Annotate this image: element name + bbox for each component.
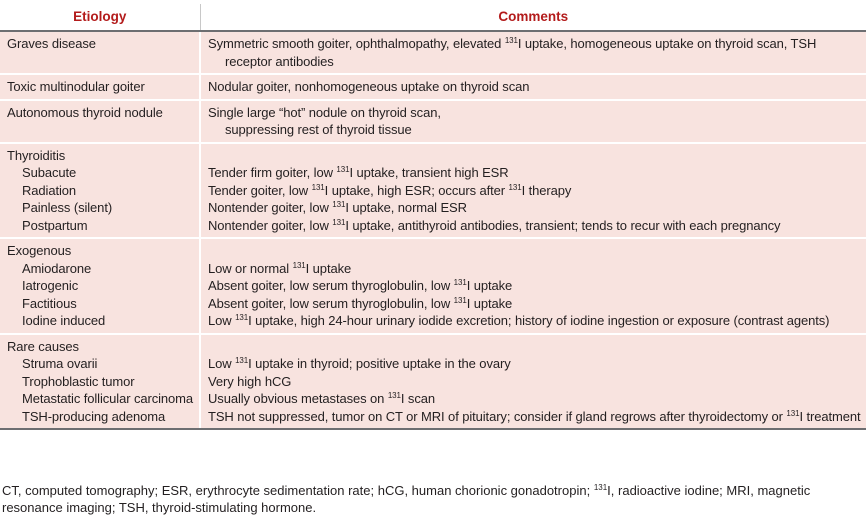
etiology-subitem: Amiodarone — [22, 260, 92, 276]
comment-text: Nontender goiter, low — [208, 200, 333, 215]
comment-text: Absent goiter, low serum thyroglobulin, low — [208, 295, 454, 311]
comment-text: Usually obvious metastases on — [208, 391, 388, 406]
isotope-superscript: 131 — [593, 483, 608, 492]
isotope-superscript: 131 — [235, 356, 249, 365]
comment-text: I uptake — [466, 295, 513, 311]
comment-text: I uptake — [466, 278, 513, 293]
etiology-subitem: Trophoblastic tumor — [22, 373, 135, 389]
footnote-text: I, radioactive iodine; MRI, magnetic resonance imaging; TSH, thyroid-stimulating hormone. — [2, 483, 811, 515]
comment-line: Single large “hot” nodule on thyroid scan, — [208, 104, 441, 120]
comments-cell — [200, 74, 866, 100]
isotope-superscript: 131 — [786, 408, 800, 418]
etiology-label: Graves disease — [7, 36, 96, 51]
comment-text: TSH not suppressed, tumor on CT or MRI of pituitary; consider if gland regrows after thyroidectomy or — [208, 408, 787, 424]
spacer — [208, 147, 860, 165]
comment-line — [208, 217, 860, 235]
comments-cell — [200, 238, 866, 334]
comment-line — [208, 312, 860, 330]
table-row — [0, 74, 866, 100]
group-heading: Thyroiditis — [7, 147, 66, 163]
etiology-cell — [0, 143, 200, 239]
etiology-label: Autonomous thyroid nodule — [7, 104, 163, 120]
isotope-superscript: 131 — [508, 182, 522, 192]
comments-cell — [200, 100, 866, 143]
table-row — [0, 100, 866, 143]
etiology-cell — [0, 31, 200, 74]
etiology-subitem: Factitious — [22, 295, 77, 311]
etiology-cell — [0, 238, 200, 334]
table-row — [0, 238, 866, 334]
etiology-cell — [0, 100, 200, 143]
comment-line — [208, 260, 860, 278]
comment-text: Nontender goiter, low — [208, 217, 333, 233]
comment-line — [208, 355, 860, 373]
comment-line: Nodular goiter, nonhomogeneous uptake on thyroid scan — [208, 79, 530, 94]
etiology-table — [0, 4, 866, 430]
spacer — [208, 242, 860, 260]
comment-text: Symmetric smooth goiter, ophthalmopathy, elevated — [208, 36, 505, 51]
comment-line — [208, 295, 860, 313]
table-row — [0, 334, 866, 430]
comment-text: I uptake, high ESR; occurs after — [324, 182, 509, 198]
isotope-superscript: 131 — [453, 278, 467, 287]
etiology-column-header: Etiology — [0, 4, 200, 31]
table-footnote — [2, 482, 864, 516]
comment-text: I treatment — [799, 408, 861, 424]
comment-line — [208, 408, 860, 426]
comment-text: I uptake — [305, 260, 352, 276]
etiology-subitem: Struma ovarii — [22, 356, 98, 371]
group-heading: Rare causes — [7, 338, 79, 354]
comment-text: Absent goiter, low serum thyroglobulin, low — [208, 278, 454, 293]
etiology-cell — [0, 74, 200, 100]
isotope-superscript: 131 — [292, 260, 306, 270]
comment-text: I uptake, normal ESR — [345, 200, 467, 215]
comment-text: Tender firm goiter, low — [208, 165, 337, 180]
etiology-subitem: Iodine induced — [22, 313, 106, 328]
etiology-subitem: Painless (silent) — [22, 200, 113, 215]
isotope-superscript: 131 — [504, 36, 518, 45]
etiology-subitem: Iatrogenic — [22, 278, 79, 293]
comment-line — [208, 164, 860, 182]
comments-cell — [200, 143, 866, 239]
etiology-cell — [0, 334, 200, 430]
etiology-subitem: Postpartum — [22, 217, 88, 233]
table-row — [0, 31, 866, 74]
comments-column-header: Comments — [200, 4, 866, 31]
comment-text: Low or normal — [208, 260, 293, 276]
comment-line: suppressing rest of thyroid tissue — [225, 122, 412, 137]
isotope-superscript: 131 — [332, 217, 346, 227]
comment-line — [208, 390, 860, 408]
comments-cell — [200, 334, 866, 430]
comment-text: Low — [208, 356, 236, 371]
comments-cell — [200, 31, 866, 74]
isotope-superscript: 131 — [336, 165, 350, 174]
etiology-subitem: Metastatic follicular carcinoma — [22, 391, 194, 406]
etiology-label: Toxic multinodular goiter — [7, 79, 145, 94]
isotope-superscript: 131 — [387, 391, 401, 400]
comment-text: Low — [208, 313, 236, 328]
comment-text: I scan — [400, 391, 435, 406]
comment-line: Very high hCG — [208, 373, 292, 389]
table-row — [0, 143, 866, 239]
comment-text: I uptake, high 24-hour urinary iodide excretion; history of iodine ingestion or exposure (contrast agents) — [248, 313, 830, 328]
etiology-subitem: Subacute — [22, 165, 77, 180]
isotope-superscript: 131 — [235, 313, 249, 322]
comment-line: receptor antibodies — [225, 53, 334, 69]
comment-line — [208, 35, 860, 53]
comment-line — [208, 182, 860, 200]
comment-text: I uptake, transient high ESR — [349, 165, 509, 180]
spacer — [208, 338, 860, 356]
etiology-subitem: TSH-producing adenoma — [22, 408, 166, 424]
table-header-row — [0, 4, 866, 31]
isotope-superscript: 131 — [453, 295, 467, 305]
group-heading: Exogenous — [7, 243, 72, 258]
comment-text: I uptake, antithyroid antibodies, transient; tends to recur with each pregnancy — [345, 217, 781, 233]
comment-line — [208, 277, 860, 295]
comment-text: I uptake, homogeneous uptake on thyroid scan, TSH — [517, 36, 817, 51]
isotope-superscript: 131 — [332, 200, 346, 209]
isotope-superscript: 131 — [311, 182, 325, 192]
footnote-text: CT, computed tomography; ESR, erythrocyte sedimentation rate; hCG, human chorionic gonadotropin; — [2, 483, 594, 498]
comment-text: I therapy — [521, 182, 572, 198]
comment-text: I uptake in thyroid; positive uptake in the ovary — [248, 356, 511, 371]
comment-text: Tender goiter, low — [208, 182, 312, 198]
comment-line — [208, 199, 860, 217]
etiology-subitem: Radiation — [22, 182, 77, 198]
